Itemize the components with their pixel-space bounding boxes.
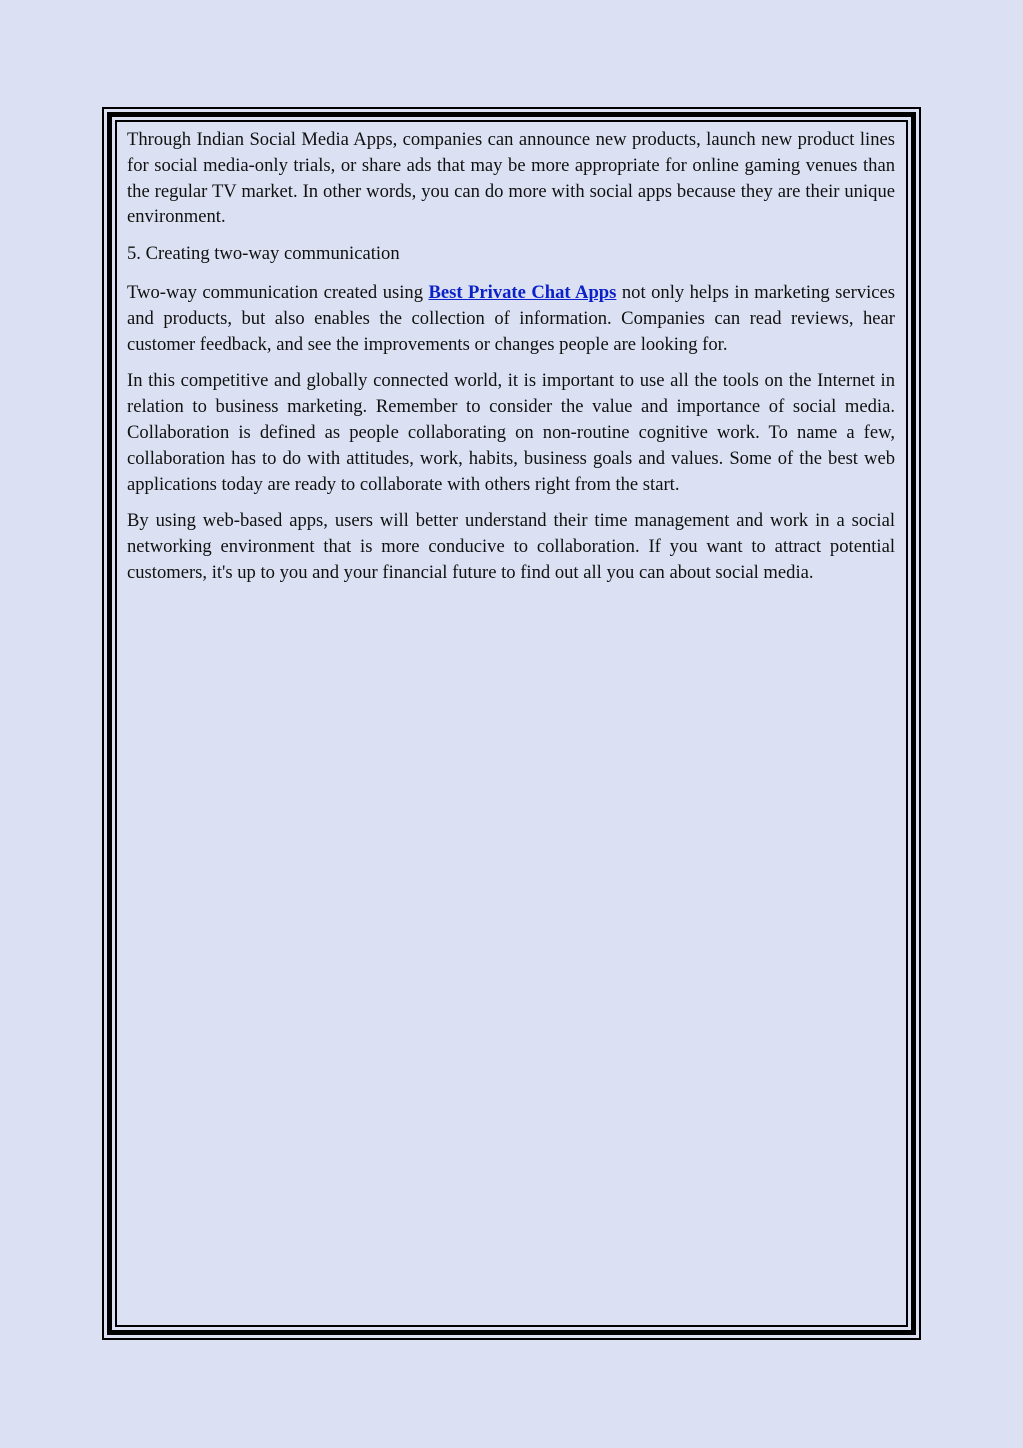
section-heading-two-way-communication: 5. Creating two-way communication	[127, 243, 400, 265]
page-border-inner	[115, 120, 908, 1327]
paragraph-collaboration: In this competitive and globally connected world, it is important to use all the tools on the Internet in relation to business marketing. Remember to consider the value and importance of social media. Collaboration is defined as people collaborating on non-routine cognitive work. To name a few, collaboration has to do with attitudes, work, habits, business goals and values. Some of the best web applications today are ready to collaborate with others right from the start.	[127, 370, 895, 495]
document-body	[127, 127, 895, 586]
page-border-middle	[107, 112, 916, 1335]
paragraph-text-after-link: not only helps in marketing services and products, but also enables the collection of information. Companies can read reviews, hear customer feedback, and see the improvements or changes people are looking for.	[127, 281, 896, 355]
best-private-chat-apps-link[interactable]: Best Private Chat Apps	[428, 281, 617, 303]
paragraph-two-way-communication	[127, 280, 895, 357]
paragraph-web-based-apps: By using web-based apps, users will better understand their time management and work in a social networking environment that is more conducive to collaboration. If you want to attract potential customers, it's up to you and your financial future to find out all you can about social media.	[127, 510, 895, 583]
paragraph-text-before-link: Two-way communication created using	[127, 281, 429, 303]
page-border-outer	[102, 107, 921, 1340]
paragraph-intro: Through Indian Social Media Apps, companies can announce new products, launch new product lines for social media-only trials, or share ads that may be more appropriate for online gaming venues than the regular TV market. In other words, you can do more with social apps because they are their unique environment.	[127, 129, 895, 228]
